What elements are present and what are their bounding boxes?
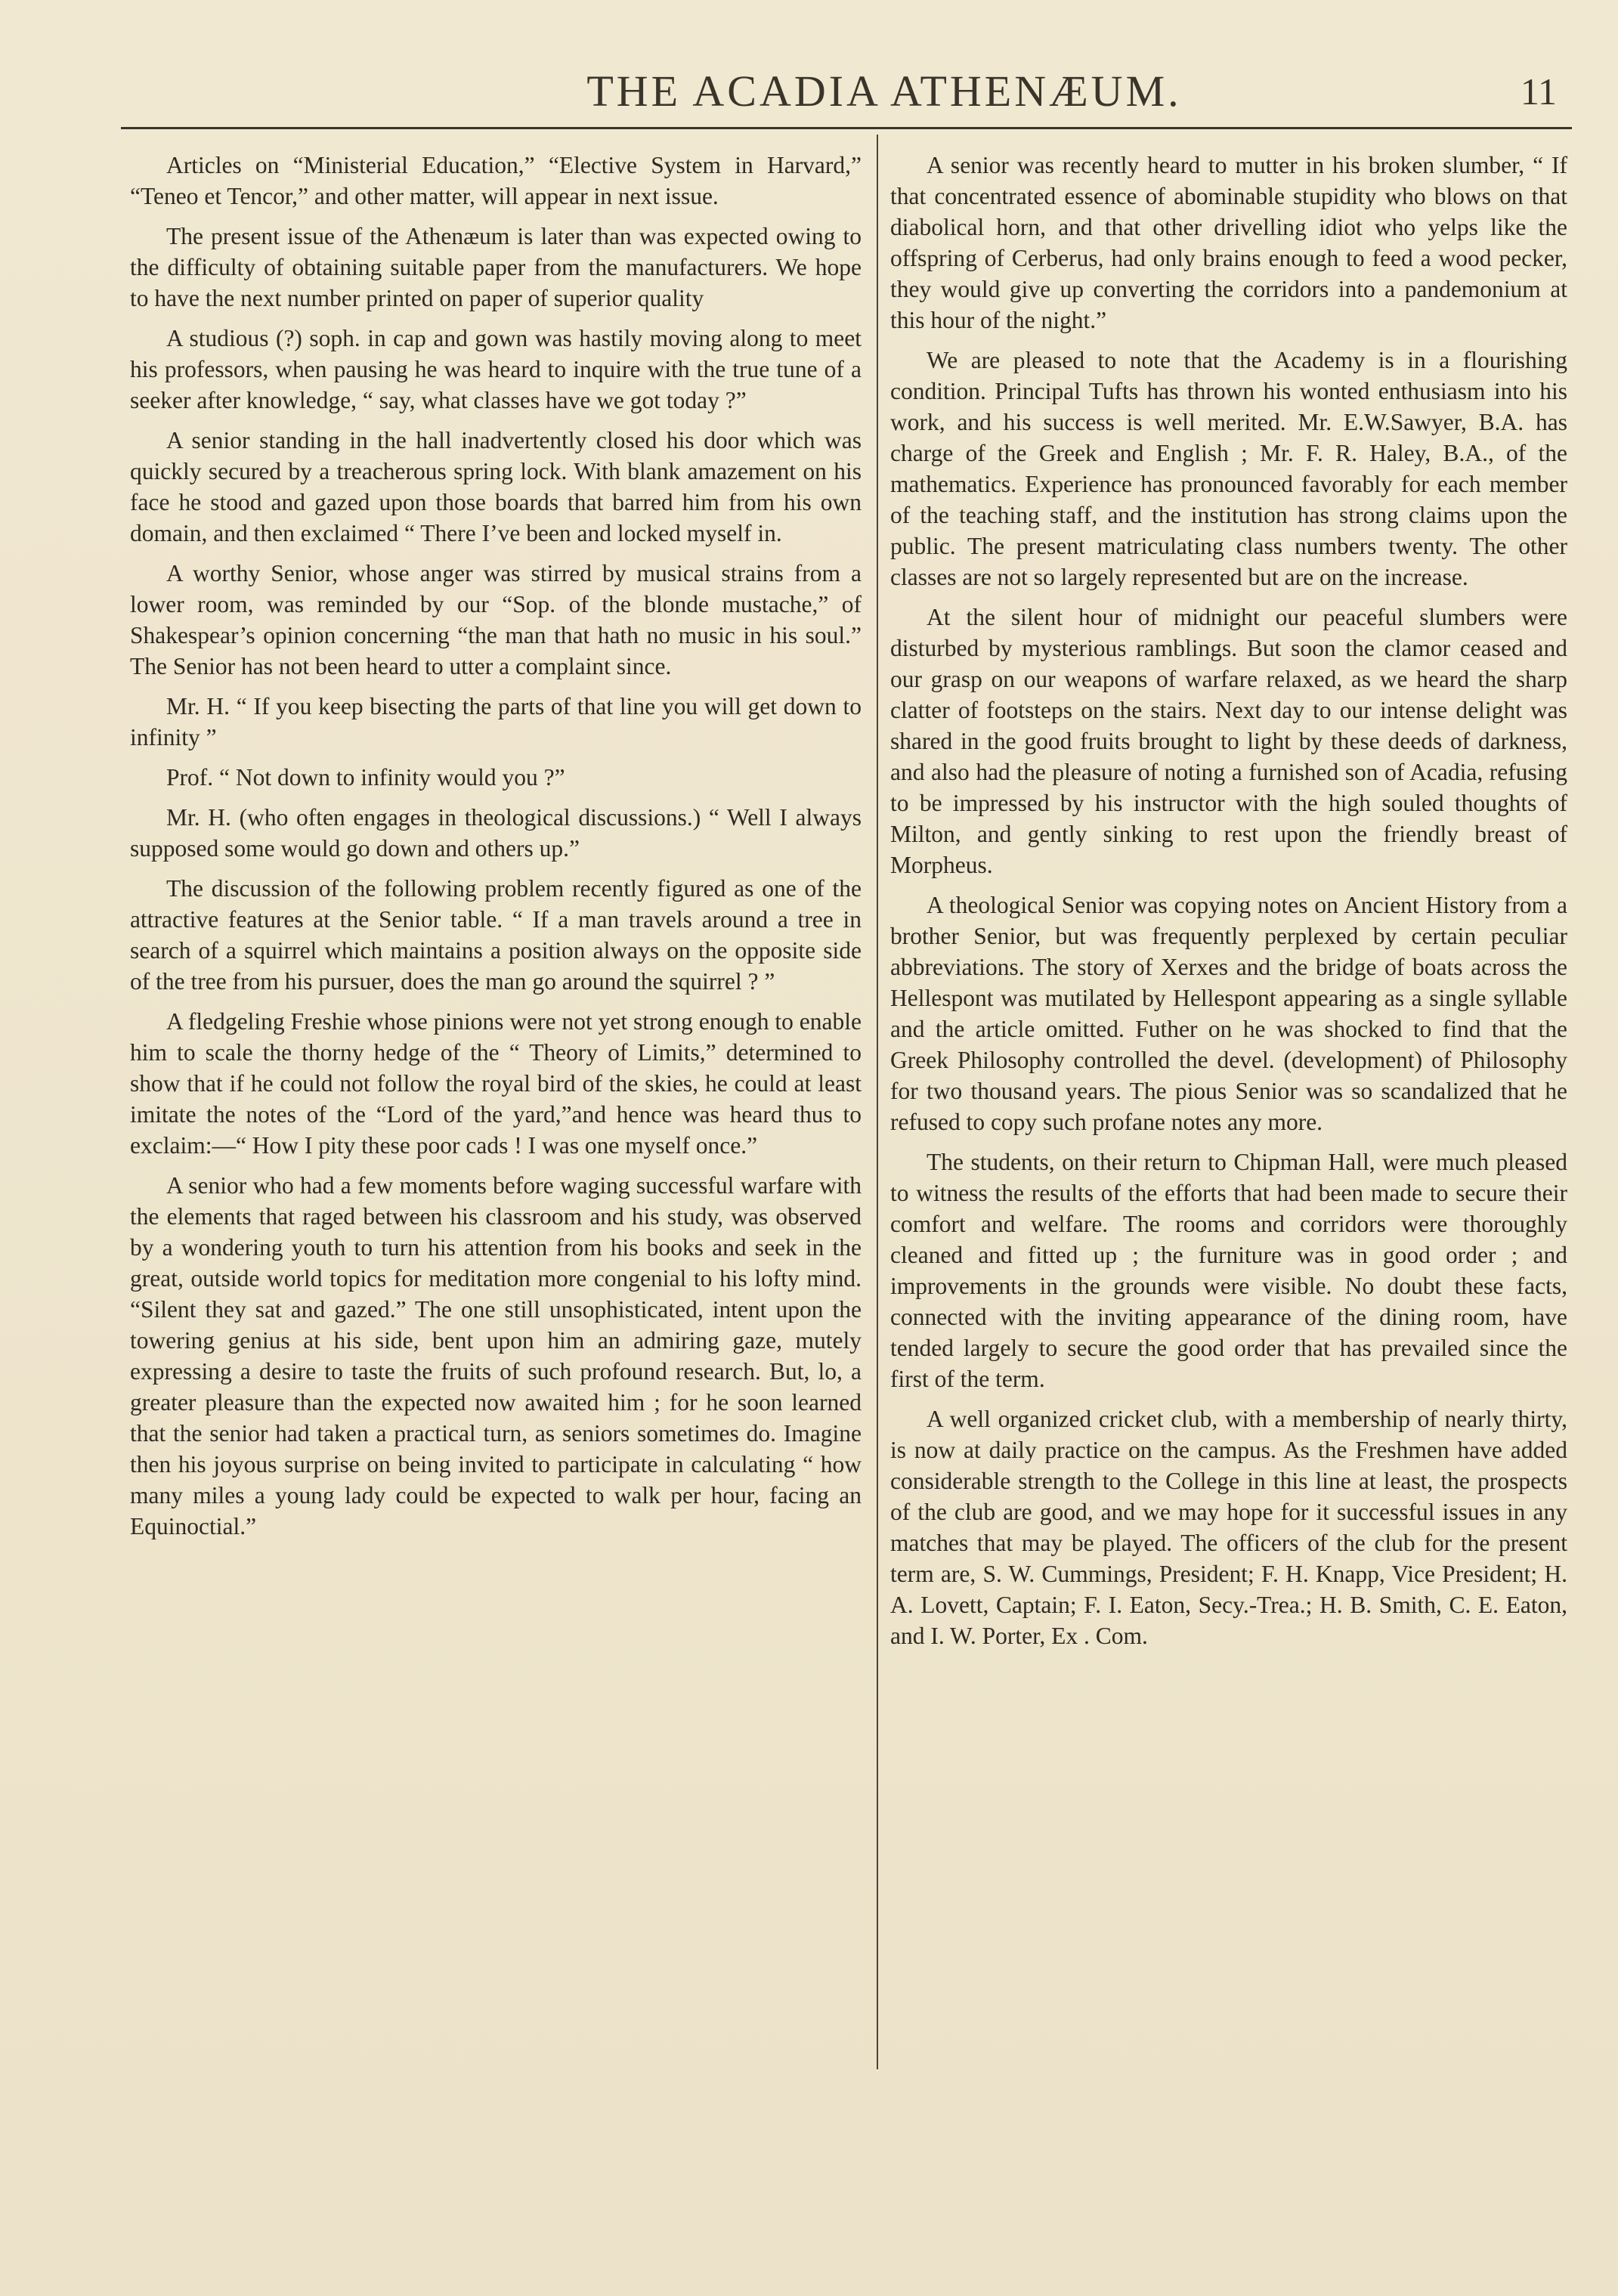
paragraph-equinoctial-senior: A senior who had a few moments before waging successful warfare with the elements that raged between his classroom and his study, was observed by a wondering youth to turn his attention from his books and seek in the great, outside world topics for meditation more congenial to his lofty mind. “Silent they sat and gazed.” The one still unsophisticated, intent upon the towering genius at his side, bent upon him an admiring gaze, mutely expressing a desire to taste the fruits of such profound research. But, lo, a greater pleasure than the expected now awaited him ; for he soon learned that the senior had taken a practical turn, as seniors sometimes do. Imagine then his joyous surprise on being invited to participate in calculating “ how many miles a young lady could be expected to walk per hour, facing an Equinoctial.” — [130, 1172, 862, 1539]
paragraph-dialogue-mr-h-1: Mr. H. “ If you keep bisecting the parts of that line you will get down to infinity ” — [130, 693, 862, 750]
paragraph-upcoming-articles: Articles on “Ministerial Education,” “Elective System in Harvard,” “Teneo et Tencor,” and other matter, will appear in next issue. — [130, 152, 862, 209]
paragraph-dialogue-mr-h-2: Mr. H. (who often engages in theological discussions.) “ Well I always supposed some would go down and others up.” — [130, 804, 862, 862]
paragraph-squirrel-problem: The discussion of the following problem recently figured as one of the attractive features at the Senior table. “ If a man travels around a tree in search of a squirrel which maintains a position always on the opposite side of the tree from his pursuer, does the man go around the squirrel ? ” — [130, 875, 862, 995]
paragraph-broken-slumber: A senior was recently heard to mutter in his broken slumber, “ If that concentrated essence of abominable stupidity who blows on that diabolical horn, and that other drivelling idiot who yelps like the offspring of Cerberus, had only brains enough to feed a wood pecker, they would give up converting the corridors into a pandemonium at this hour of the night.” — [890, 152, 1567, 333]
right-column — [890, 150, 1567, 1660]
paragraph-studious-soph: A studious (?) soph. in cap and gown was hastily moving along to meet his professors, when pausing he was heard to inquire with the true tune of a seeker after knowledge, “ say, what classes have we got today ?” — [130, 325, 862, 413]
paragraph-locked-senior: A senior standing in the hall inadvertently closed his door which was quickly secured by a treacherous spring lock. With blank amazement on his face he stood and gazed upon those boards that barred him from his own domain, and then exclaimed “ There I’ve been and locked myself in. — [130, 427, 862, 546]
page-number: 11 — [1520, 70, 1557, 113]
column-divider — [877, 135, 878, 2069]
paragraph-midnight: At the silent hour of midnight our peaceful slumbers were disturbed by mysterious ramblings. But soon the clamor ceased and our grasp on our weapons of warfare relaxed, as we heard the sharp clatter of footsteps on the stairs. Next day to our intense delight was shared in the good fruits brought to light by these deeds of darkness, and also had the pleasure of noting a furnished son of Acadia, refusing to be impressed by his instructor with the high souled thoughts of Milton, and gently sinking to rest upon the friendly breast of Morpheus. — [890, 604, 1567, 878]
publication-title: THE ACADIA ATHENÆUM. — [586, 67, 1182, 116]
paragraph-academy: We are pleased to note that the Academy is in a flourishing condition. Principal Tufts has thrown his wonted enthusiasm into his work, and his success is well merited. Mr. E.W.Sawyer, B.A. has charge of the Greek and English ; Mr. F. R. Haley, B.A., of the mathematics. Experience has pronounced favorably for each member of the teaching staff, and the institution has strong claims upon the public. The present matriculating class numbers twenty. The other classes are not so largely represented but are on the increase. — [890, 347, 1567, 590]
paragraph-theological-senior: A theological Senior was copying notes on Ancient History from a brother Senior, but was frequently perplexed by certain peculiar abbreviations. The story of Xerxes and the bridge of boats across the Hellespont was mutilated by Hellespont appearing as a single syllable and the article omitted. Futher on he was shocked to find that the Greek Philosophy controlled the devel. (development) of Philosophy for two thousand years. The pious Senior was so scandalized that he refused to copy such profane notes any more. — [890, 892, 1567, 1135]
paragraph-dialogue-prof: Prof. “ Not down to infinity would you ?” — [166, 764, 565, 791]
paragraph-fledgeling-freshie: A fledgeling Freshie whose pinions were not yet strong enough to enable him to scale the thorny hedge of the “ Theory of Limits,” determined to show that if he could not follow the royal bird of the skies, he could at least imitate the notes of the “Lord of the yard,”and hence was heard thus to exclaim:—“ How I pity these poor cads ! I was one myself once.” — [130, 1008, 862, 1159]
paragraph-chipman-hall: The students, on their return to Chipman Hall, were much pleased to witness the results of the efforts that had been made to secure their comfort and welfare. The rooms and corridors were thoroughly cleaned and fitted up ; the furniture was in good order ; and improvements in the grounds were visible. No doubt these facts, connected with the inviting appearance of the dining room, have tended largely to secure the good order that has prevailed since the first of the term. — [890, 1149, 1567, 1392]
page-header — [121, 65, 1572, 118]
left-column — [130, 150, 862, 1551]
paragraph-late-issue: The present issue of the Athenæum is later than was expected owing to the difficulty of obtaining suitable paper from the manufacturers. We hope to have the next number printed on paper of superior quality — [130, 223, 862, 311]
header-rule — [121, 127, 1572, 129]
paragraph-worthy-senior: A worthy Senior, whose anger was stirred by musical strains from a lower room, was reminded by our “Sop. of the blonde mustache,” of Shakespear’s opinion concerning “the man that hath no music in his soul.” The Senior has not been heard to utter a complaint since. — [130, 560, 862, 679]
paragraph-cricket-club: A well organized cricket club, with a membership of nearly thirty, is now at daily practice on the campus. As the Freshmen have added considerable strength to the College in this line at least, the prospects of the club are good, and we may hope for it successful issues in any matches that may be played. The officers of the club for the present term are, S. W. Cummings, President; F. H. Knapp, Vice President; H. A. Lovett, Captain; F. I. Eaton, Secy.-Trea.; H. B. Smith, C. E. Eaton, and I. W. Porter, Ex . Com. — [890, 1406, 1567, 1649]
